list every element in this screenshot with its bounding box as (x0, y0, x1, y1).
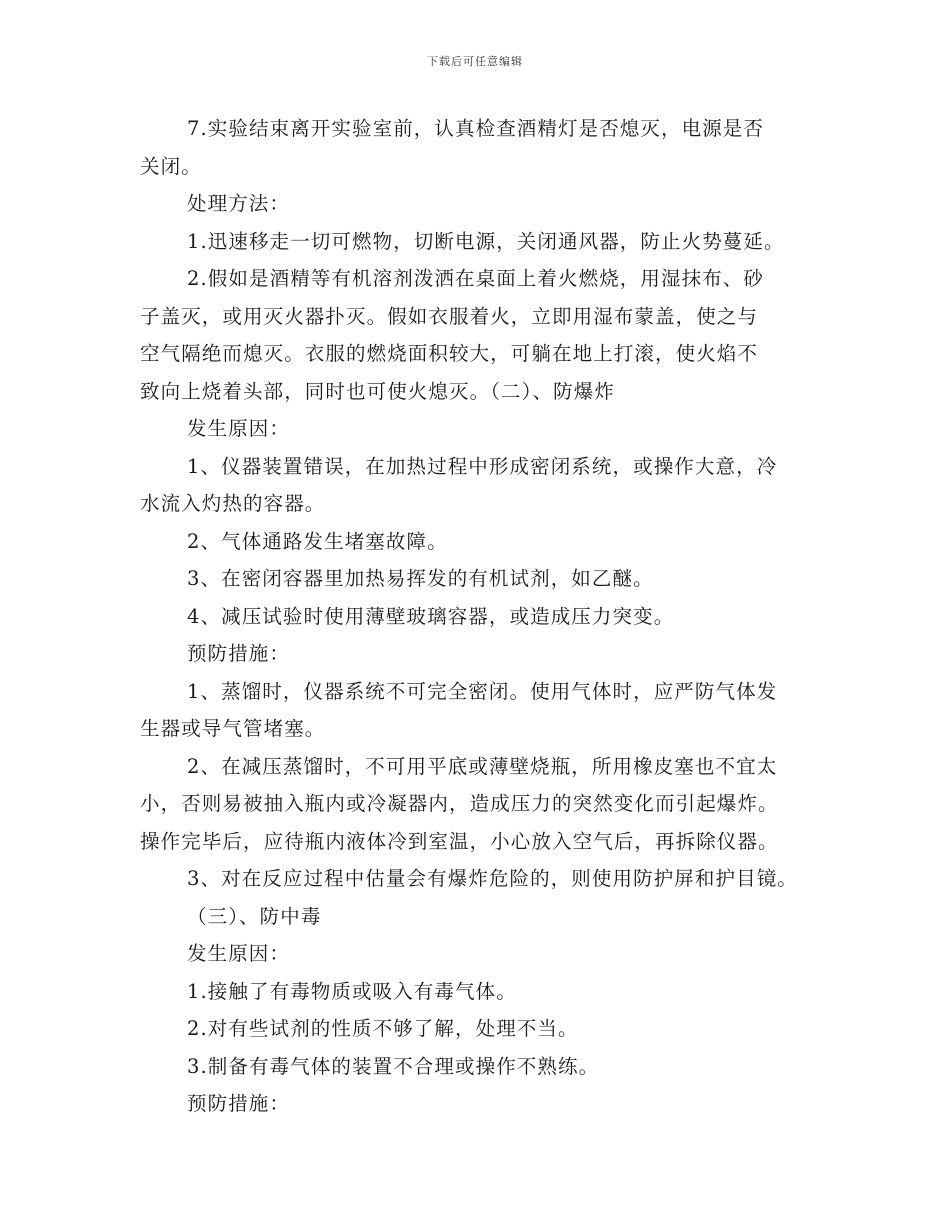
paragraph-line: 1.迅速移走一切可燃物，切断电源，关闭通风器，防止火势蔓延。 (187, 229, 785, 253)
paragraph-line: 2.对有些试剂的性质不够了解，处理不当。 (187, 1017, 579, 1040)
section-label: 处理方法： (187, 192, 291, 215)
paragraph-line: 致向上烧着头部，同时也可使火熄灭。（二）、防爆炸 (140, 379, 615, 403)
header-note: 下载后可任意编辑 (427, 55, 523, 68)
paragraph-line: 4、减压试验时使用薄壁玻璃容器，或造成压力突变。 (187, 604, 675, 628)
paragraph-line: 2、气体通路发生堵塞故障。 (187, 529, 448, 553)
paragraph-line: 小，否则易被抽入瓶内或冷凝器内，造成压力的突然变化而引起爆炸。 (140, 792, 779, 815)
paragraph-line: 7.实验结束离开实验室前，认真检查酒精灯是否熄灭，电源是否 (187, 117, 765, 140)
paragraph-line: 1、仪器装置错误，在加热过程中形成密闭系统，或操作大意，冷 (187, 454, 778, 478)
paragraph-line: 操作完毕后，应待瓶内液体冷到室温，小心放入空气后，再拆除仪器。 (140, 829, 779, 853)
paragraph-line: 关闭。 (140, 154, 202, 178)
paragraph-line: 生器或导气管堵塞。 (140, 717, 326, 740)
paragraph-line: 1.接触了有毒物质或吸入有毒气体。 (187, 979, 517, 1003)
section-label: 发生原因： (187, 417, 291, 440)
paragraph-line: 3、在密闭容器里加热易挥发的有机试剂，如乙醚。 (187, 567, 654, 590)
section-heading: （三）、防中毒 (187, 904, 322, 928)
section-label: 预防措施： (187, 1092, 291, 1115)
paragraph-line: 水流入灼热的容器。 (140, 492, 326, 515)
section-label: 发生原因： (187, 942, 291, 965)
paragraph-line: 3、对在反应过程中估量会有爆炸危险的，则使用防护屏和护目镜。 (187, 867, 798, 890)
section-label: 预防措施： (187, 642, 291, 665)
paragraph-line: 2.假如是酒精等有机溶剂泼洒在桌面上着火燃烧，用湿抹布、砂 (187, 267, 765, 290)
paragraph-line: 空气隔绝而熄灭。衣服的燃烧面积较大，可躺在地上打滚，使火焰不 (140, 342, 759, 365)
document-body (0, 110, 950, 1123)
paragraph-line: 子盖灭，或用灭火器扑灭。假如衣服着火，立即用湿布蒙盖，使之与 (140, 304, 759, 328)
paragraph-line: 3.制备有毒气体的装置不合理或操作不熟练。 (187, 1054, 600, 1078)
paragraph-line: 2、在减压蒸馏时，不可用平底或薄壁烧瓶，所用橡皮塞也不宜太 (187, 754, 778, 778)
paragraph-line: 1、蒸馏时，仪器系统不可完全密闭。使用气体时，应严防气体发 (187, 679, 778, 703)
